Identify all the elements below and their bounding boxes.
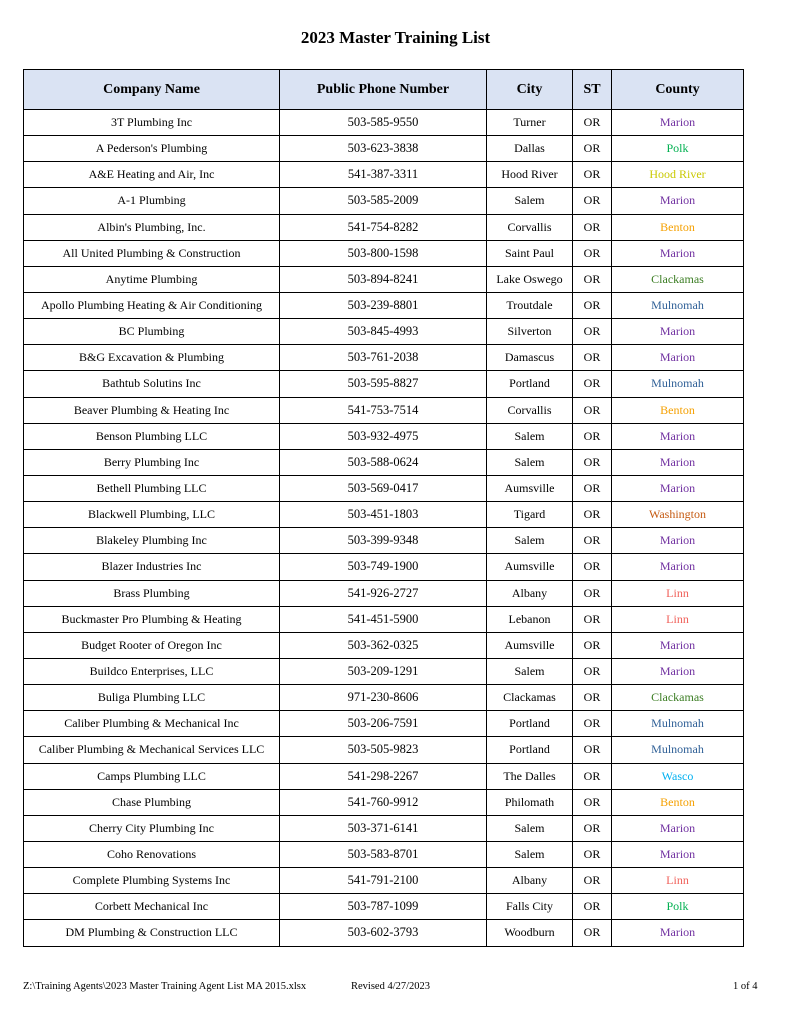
city-cell: Salem: [487, 449, 573, 475]
county-cell: Hood River: [612, 162, 744, 188]
county-cell: Mulnomah: [612, 711, 744, 737]
phone-number-cell: 541-387-3311: [280, 162, 487, 188]
table-row: [24, 188, 744, 214]
column-header-city: City: [487, 70, 573, 110]
county-cell: Wasco: [612, 763, 744, 789]
city-cell: Aumsville: [487, 475, 573, 501]
table-row: [24, 815, 744, 841]
county-cell: Linn: [612, 868, 744, 894]
company-name-cell: Coho Renovations: [24, 841, 280, 867]
state-cell: OR: [573, 475, 612, 501]
footer-revised-date: Revised 4/27/2023: [351, 981, 431, 992]
phone-number-cell: 503-583-8701: [280, 841, 487, 867]
company-name-cell: Budget Rooter of Oregon Inc: [24, 632, 280, 658]
state-cell: OR: [573, 789, 612, 815]
state-cell: OR: [573, 292, 612, 318]
county-cell: Clackamas: [612, 685, 744, 711]
state-cell: OR: [573, 920, 612, 946]
company-name-cell: Blakeley Plumbing Inc: [24, 528, 280, 554]
state-cell: OR: [573, 632, 612, 658]
phone-number-cell: 541-753-7514: [280, 397, 487, 423]
state-cell: OR: [573, 110, 612, 136]
state-cell: OR: [573, 423, 612, 449]
county-cell: Marion: [612, 841, 744, 867]
table-row: [24, 371, 744, 397]
city-cell: Albany: [487, 868, 573, 894]
company-name-cell: Berry Plumbing Inc: [24, 449, 280, 475]
table-row: [24, 423, 744, 449]
table-row: [24, 841, 744, 867]
phone-number-cell: 503-749-1900: [280, 554, 487, 580]
company-name-cell: Benson Plumbing LLC: [24, 423, 280, 449]
state-cell: OR: [573, 188, 612, 214]
company-name-cell: Bathtub Solutins Inc: [24, 371, 280, 397]
company-name-cell: Buliga Plumbing LLC: [24, 685, 280, 711]
table-row: [24, 606, 744, 632]
city-cell: Saint Paul: [487, 240, 573, 266]
state-cell: OR: [573, 606, 612, 632]
training-table: [23, 69, 744, 947]
state-cell: OR: [573, 554, 612, 580]
company-name-cell: B&G Excavation & Plumbing: [24, 345, 280, 371]
phone-number-cell: 541-926-2727: [280, 580, 487, 606]
county-cell: Linn: [612, 580, 744, 606]
company-name-cell: Corbett Mechanical Inc: [24, 894, 280, 920]
county-cell: Marion: [612, 658, 744, 684]
table-row: [24, 528, 744, 554]
city-cell: Dallas: [487, 136, 573, 162]
city-cell: Salem: [487, 528, 573, 554]
company-name-cell: Buildco Enterprises, LLC: [24, 658, 280, 684]
table-row: [24, 920, 744, 946]
company-name-cell: Camps Plumbing LLC: [24, 763, 280, 789]
county-cell: Marion: [612, 240, 744, 266]
table-row: [24, 110, 744, 136]
phone-number-cell: 503-800-1598: [280, 240, 487, 266]
company-name-cell: Beaver Plumbing & Heating Inc: [24, 397, 280, 423]
table-row: [24, 763, 744, 789]
city-cell: The Dalles: [487, 763, 573, 789]
county-cell: Marion: [612, 449, 744, 475]
city-cell: Turner: [487, 110, 573, 136]
phone-number-cell: 503-761-2038: [280, 345, 487, 371]
table-row: [24, 789, 744, 815]
city-cell: Salem: [487, 188, 573, 214]
phone-number-cell: 503-602-3793: [280, 920, 487, 946]
state-cell: OR: [573, 711, 612, 737]
city-cell: Clackamas: [487, 685, 573, 711]
county-cell: Clackamas: [612, 266, 744, 292]
phone-number-cell: 503-569-0417: [280, 475, 487, 501]
county-cell: Washington: [612, 502, 744, 528]
county-cell: Benton: [612, 789, 744, 815]
state-cell: OR: [573, 658, 612, 684]
company-name-cell: A&E Heating and Air, Inc: [24, 162, 280, 188]
city-cell: Lebanon: [487, 606, 573, 632]
company-name-cell: A Pederson's Plumbing: [24, 136, 280, 162]
phone-number-cell: 541-760-9912: [280, 789, 487, 815]
city-cell: Salem: [487, 658, 573, 684]
phone-number-cell: 541-791-2100: [280, 868, 487, 894]
state-cell: OR: [573, 266, 612, 292]
state-cell: OR: [573, 528, 612, 554]
state-cell: OR: [573, 319, 612, 345]
company-name-cell: Caliber Plumbing & Mechanical Inc: [24, 711, 280, 737]
county-cell: Marion: [612, 920, 744, 946]
county-cell: Polk: [612, 894, 744, 920]
table-row: [24, 737, 744, 763]
county-cell: Marion: [612, 319, 744, 345]
city-cell: Hood River: [487, 162, 573, 188]
phone-number-cell: 971-230-8606: [280, 685, 487, 711]
phone-number-cell: 503-588-0624: [280, 449, 487, 475]
phone-number-cell: 503-787-1099: [280, 894, 487, 920]
table-row: [24, 162, 744, 188]
county-cell: Marion: [612, 528, 744, 554]
table-body: [24, 110, 744, 947]
phone-number-cell: 541-451-5900: [280, 606, 487, 632]
column-header-company: Company Name: [24, 70, 280, 110]
company-name-cell: 3T Plumbing Inc: [24, 110, 280, 136]
table-row: [24, 894, 744, 920]
city-cell: Lake Oswego: [487, 266, 573, 292]
state-cell: OR: [573, 815, 612, 841]
phone-number-cell: 541-754-8282: [280, 214, 487, 240]
phone-number-cell: 503-595-8827: [280, 371, 487, 397]
phone-number-cell: 503-585-2009: [280, 188, 487, 214]
county-cell: Marion: [612, 815, 744, 841]
county-cell: Benton: [612, 397, 744, 423]
county-cell: Polk: [612, 136, 744, 162]
company-name-cell: BC Plumbing: [24, 319, 280, 345]
footer-file-path: Z:\Training Agents\2023 Master Training Agent List MA 2015.xlsx: [23, 981, 307, 992]
phone-number-cell: 503-206-7591: [280, 711, 487, 737]
company-name-cell: Buckmaster Pro Plumbing & Heating: [24, 606, 280, 632]
city-cell: Falls City: [487, 894, 573, 920]
phone-number-cell: 503-623-3838: [280, 136, 487, 162]
table-row: [24, 266, 744, 292]
phone-number-cell: 503-845-4993: [280, 319, 487, 345]
company-name-cell: Anytime Plumbing: [24, 266, 280, 292]
county-cell: Marion: [612, 110, 744, 136]
state-cell: OR: [573, 580, 612, 606]
company-name-cell: Bethell Plumbing LLC: [24, 475, 280, 501]
state-cell: OR: [573, 136, 612, 162]
page-title: 2023 Master Training List: [300, 28, 491, 47]
company-name-cell: A-1 Plumbing: [24, 188, 280, 214]
column-header-county: County: [612, 70, 744, 110]
county-cell: Marion: [612, 554, 744, 580]
table-row: [24, 632, 744, 658]
table-row: [24, 685, 744, 711]
city-cell: Portland: [487, 737, 573, 763]
state-cell: OR: [573, 240, 612, 266]
company-name-cell: Complete Plumbing Systems Inc: [24, 868, 280, 894]
city-cell: Salem: [487, 423, 573, 449]
company-name-cell: Blackwell Plumbing, LLC: [24, 502, 280, 528]
company-name-cell: Blazer Industries Inc: [24, 554, 280, 580]
county-cell: Linn: [612, 606, 744, 632]
phone-number-cell: 503-371-6141: [280, 815, 487, 841]
county-cell: Marion: [612, 475, 744, 501]
state-cell: OR: [573, 371, 612, 397]
company-name-cell: Caliber Plumbing & Mechanical Services LLC: [24, 737, 280, 763]
state-cell: OR: [573, 763, 612, 789]
county-cell: Benton: [612, 214, 744, 240]
county-cell: Marion: [612, 345, 744, 371]
table-row: [24, 449, 744, 475]
table-row: [24, 711, 744, 737]
city-cell: Aumsville: [487, 632, 573, 658]
phone-number-cell: 503-451-1803: [280, 502, 487, 528]
phone-number-cell: 503-585-9550: [280, 110, 487, 136]
company-name-cell: All United Plumbing & Construction: [24, 240, 280, 266]
county-cell: Marion: [612, 632, 744, 658]
table-row: [24, 868, 744, 894]
phone-number-cell: 503-894-8241: [280, 266, 487, 292]
city-cell: Woodburn: [487, 920, 573, 946]
state-cell: OR: [573, 345, 612, 371]
table-row: [24, 580, 744, 606]
city-cell: Troutdale: [487, 292, 573, 318]
city-cell: Portland: [487, 711, 573, 737]
phone-number-cell: 503-209-1291: [280, 658, 487, 684]
city-cell: Corvallis: [487, 397, 573, 423]
county-cell: Mulnomah: [612, 737, 744, 763]
table-row: [24, 214, 744, 240]
city-cell: Portland: [487, 371, 573, 397]
city-cell: Aumsville: [487, 554, 573, 580]
state-cell: OR: [573, 894, 612, 920]
phone-number-cell: 541-298-2267: [280, 763, 487, 789]
city-cell: Albany: [487, 580, 573, 606]
company-name-cell: Albin's Plumbing, Inc.: [24, 214, 280, 240]
phone-number-cell: 503-399-9348: [280, 528, 487, 554]
company-name-cell: Apollo Plumbing Heating & Air Conditioning: [24, 292, 280, 318]
company-name-cell: Chase Plumbing: [24, 789, 280, 815]
table-row: [24, 658, 744, 684]
column-header-state: ST: [573, 70, 612, 110]
table-row: [24, 397, 744, 423]
company-name-cell: Brass Plumbing: [24, 580, 280, 606]
county-cell: Mulnomah: [612, 292, 744, 318]
table-header-row: [24, 70, 744, 110]
county-cell: Marion: [612, 188, 744, 214]
city-cell: Salem: [487, 815, 573, 841]
table-row: [24, 502, 744, 528]
city-cell: Salem: [487, 841, 573, 867]
state-cell: OR: [573, 685, 612, 711]
footer-page-number: 1 of 4: [733, 981, 758, 992]
city-cell: Silverton: [487, 319, 573, 345]
company-name-cell: DM Plumbing & Construction LLC: [24, 920, 280, 946]
state-cell: OR: [573, 868, 612, 894]
table-row: [24, 136, 744, 162]
phone-number-cell: 503-239-8801: [280, 292, 487, 318]
city-cell: Corvallis: [487, 214, 573, 240]
county-cell: Marion: [612, 423, 744, 449]
state-cell: OR: [573, 502, 612, 528]
state-cell: OR: [573, 214, 612, 240]
city-cell: Damascus: [487, 345, 573, 371]
county-cell: Mulnomah: [612, 371, 744, 397]
city-cell: Tigard: [487, 502, 573, 528]
table-row: [24, 292, 744, 318]
table-row: [24, 319, 744, 345]
state-cell: OR: [573, 449, 612, 475]
state-cell: OR: [573, 737, 612, 763]
state-cell: OR: [573, 162, 612, 188]
phone-number-cell: 503-505-9823: [280, 737, 487, 763]
company-name-cell: Cherry City Plumbing Inc: [24, 815, 280, 841]
table-row: [24, 345, 744, 371]
table-row: [24, 554, 744, 580]
city-cell: Philomath: [487, 789, 573, 815]
table-row: [24, 240, 744, 266]
column-header-phone: Public Phone Number: [280, 70, 487, 110]
table-row: [24, 475, 744, 501]
state-cell: OR: [573, 841, 612, 867]
phone-number-cell: 503-362-0325: [280, 632, 487, 658]
phone-number-cell: 503-932-4975: [280, 423, 487, 449]
state-cell: OR: [573, 397, 612, 423]
